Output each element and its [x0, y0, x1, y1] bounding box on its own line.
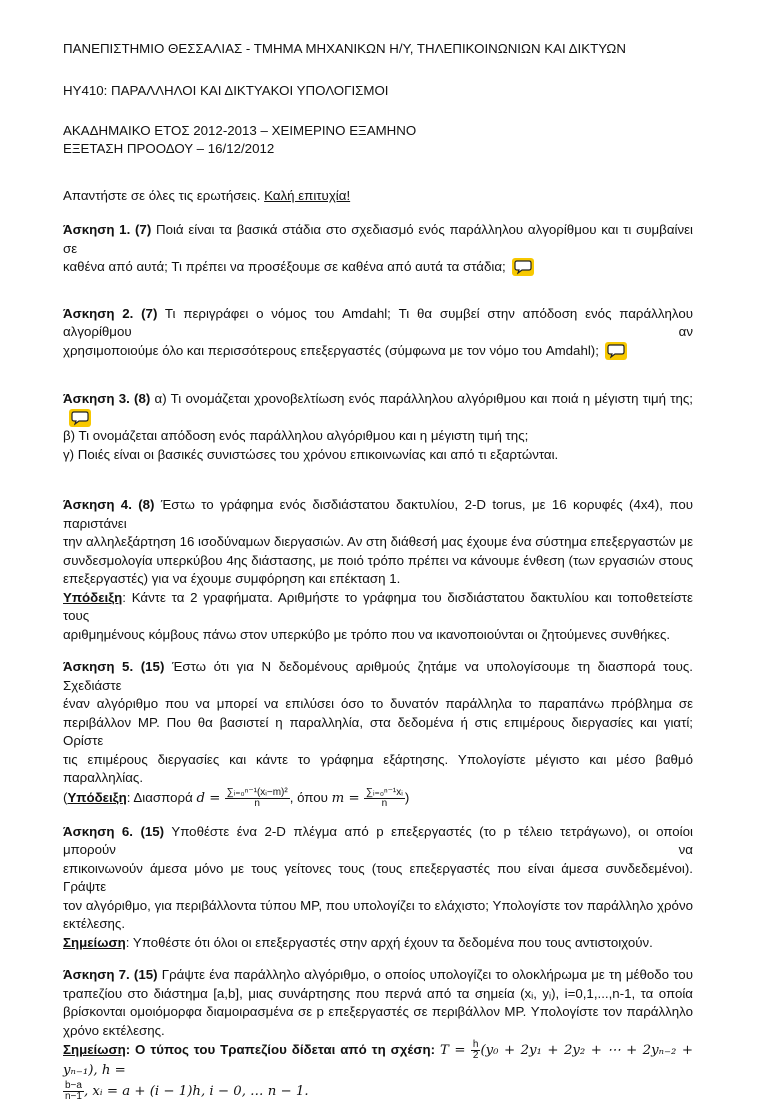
trapezoid-formula-denominator: 2 — [472, 1050, 479, 1061]
variance-formula-denominator: n — [254, 797, 260, 809]
comment-icon[interactable] — [69, 409, 91, 427]
comment-icon[interactable] — [512, 258, 534, 276]
trapezoid-formula-lhs: T = — [439, 1043, 471, 1059]
mean-formula-numerator: ∑ᵢ₌₀ⁿ⁻¹xᵢ — [365, 786, 403, 798]
comment-icon[interactable] — [605, 342, 627, 360]
exam-page — [63, 40, 693, 1102]
instructions — [63, 187, 693, 205]
exercise-2-line-1: Τι περιγράφει ο νόμος του Amdahl; Τι θα συμβεί στην απόδοση ενός παράλληλου αλγορίθμου αν — [63, 305, 693, 339]
exercise-4-line-4: επεξεργαστές) για να έχουμε συμφόρηση και επέκταση 1. — [63, 571, 401, 586]
trapezoid-formula-fraction — [471, 1040, 481, 1061]
exercise-6-line-3: τον αλγόριθμο, για περιβάλλοντα τύπου MP, που υπολογίζει το ελάχιστο; Υπολογίστε τον παράλληλο χρόνο — [63, 897, 693, 913]
exercise-7-label: Άσκηση 7. (15) — [63, 967, 158, 982]
exercise-4-line-3: συνδεσμολογία υπερκύβου 4ης διάστασης, με ποιό τρόπο πρέπει να κάνουμε ένθεση (των εργασιών στους — [63, 552, 693, 568]
exercise-6-note-label: Σημείωση — [63, 934, 126, 950]
exercise-4-label: Άσκηση 4. (8) — [63, 497, 155, 512]
exercise-5-hint-label: Υπόδειξη — [67, 789, 127, 805]
mean-formula-denominator: n — [381, 797, 388, 809]
exercise-1 — [63, 221, 693, 277]
mean-formula-fraction — [364, 788, 405, 809]
exercise-7-line-4: χρόνο εκτέλεσης. — [63, 1022, 165, 1038]
exercise-2-label: Άσκηση 2. (7) — [63, 305, 158, 321]
exercise-3-line-3: γ) Ποιές είναι οι βασικές συνιστώσες του χρόνου επικοινωνίας και από τι εξαρτώνται. — [63, 446, 559, 462]
variance-formula-lhs: d = — [196, 790, 225, 806]
exercise-4-hint-line-1: : Κάντε τα 2 γραφήματα. Αριθμήστε το γράφημα του δισδιάστατου δακτυλίου και τοποθετείστε τους — [63, 589, 693, 623]
step-formula-denominator: n−1 — [65, 1090, 82, 1102]
exercise-6 — [63, 823, 693, 953]
course-title: ΗΥ410: ΠΑΡΑΛΛΗΛΟΙ ΚΑΙ ΔΙΚΤΥΑΚΟΙ ΥΠΟΛΟΓΙΣΜΟΙ — [63, 83, 389, 98]
exercise-5-label: Άσκηση 5. (15) — [63, 659, 165, 674]
exercise-7-note-text: : Ο τύπος του Τραπεζίου δίδεται από τη σχέση: — [125, 1042, 440, 1058]
exercise-6-line-4: εκτέλεσης. — [63, 916, 126, 931]
trapezoid-formula-sum: (y₀ + 2y₁ + 2y₂ + ⋯ + 2yₙ₋₂ + yₙ₋₁), h = — [63, 1043, 693, 1078]
exercise-6-label: Άσκηση 6. (15) — [63, 823, 165, 839]
exercise-5-line-4: τις επιμέρους διεργασίες και κάντε το γράφημα εξάρτησης. Υπολογίστε μέγιστο και μέσο βαθμό παραλληλίας. — [63, 751, 693, 785]
exercise-6-note-text: : Υποθέστε ότι όλοι οι επεξεργαστές στην αρχή έχουν τα δεδομένα που τους αντιστοιχούν. — [125, 934, 653, 950]
exercise-3-label: Άσκηση 3. (8) — [63, 391, 151, 406]
trapezoid-formula-numerator: h — [472, 1039, 479, 1050]
exercise-5-hint-text: : Διασπορά — [126, 789, 197, 805]
exercise-3 — [63, 390, 693, 464]
exercise-7-note-label: Σημείωση — [63, 1042, 126, 1058]
university-heading: ΠΑΝΕΠΙΣΤΗΜΙΟ ΘΕΣΣΑΛΙΑΣ - ΤΜΗΜΑ ΜΗΧΑΝΙΚΩΝ Η/Υ, ΤΗΛΕΠΙΚΟΙΝΩΝΙΩΝ ΚΑΙ ΔΙΚΤΥΩΝ — [63, 41, 626, 56]
exercise-4-hint-label: Υπόδειξη — [63, 589, 123, 605]
instructions-text: Απαντήστε σε όλες τις ερωτήσεις. — [63, 188, 265, 203]
exercise-4-line-2: την αλληλεξάρτηση 16 ισοδύναμων διεργασιών. Αν στη διάθεσή μας έχουμε ένα σύστημα επεξεργαστών με — [63, 534, 693, 549]
variance-formula-fraction — [225, 788, 290, 809]
exercise-5-line-3: περιβάλλον MP. Που θα βασιστεί η παραλληλία, στα δεδομένα ή στις επιμέρους διεργασίες και γιατί; Ορίστε — [63, 714, 693, 748]
exercise-4-hint-line-2: αριθμημένους κόμβους πάνω στον υπερκύβο με τρόπο που να ικανοποιούνται οι ζητούμενες συνθήκες. — [63, 626, 671, 642]
exercise-7-line-2: τραπεζίου στο διάστημα [a,b], μιας συνάρτησης που περνά από τα σημεία (xᵢ, yᵢ), i=0,1,...,n-1, τα οποία — [63, 985, 693, 1001]
exercise-2 — [63, 305, 693, 361]
exercise-6-line-1: Υποθέστε ένα 2-D πλέγμα από p επεξεργαστές (το p τέλειο τετράγωνο), οι οποίοι μπορούν να — [63, 823, 693, 857]
exercise-7 — [63, 966, 693, 1102]
step-formula-fraction — [63, 1081, 84, 1102]
exercise-4-line-1: Έστω το γράφημα ενός δισδιάστατου δακτυλίου, 2-D torus, με 16 κορυφές (4x4), που παριστάνει — [63, 497, 693, 531]
exercise-1-line-1: Ποιά είναι τα βασικά στάδια στο σχεδιασμό ενός παράλληλου αλγορίθμου και τι συμβαίνει σε — [63, 222, 693, 256]
exercise-7-line-3: βρίσκονται ομοιόμορφα διαμοιρασμένα σε p επεξεργαστές σε περιβάλλον MP. Υπολογίστε τον παράλληλο — [63, 1004, 693, 1019]
exercise-2-line-2: χρησιμοποιούμε όλο και περισσότερους επεξεργαστές (σύμφωνα με τον νόμο του Amdahl); — [63, 342, 599, 358]
exercise-5 — [63, 658, 693, 809]
variance-formula-numerator: ∑ᵢ₌₀ⁿ⁻¹(xᵢ−m)² — [226, 786, 288, 798]
exercise-3-line-2: β) Τι ονομάζεται απόδοση ενός παράλληλου αλγόριθμου και η μέγιστη τιμή της; — [63, 428, 529, 443]
exercise-3-line-1: α) Τι ονομάζεται χρονοβελτίωση ενός παράλληλου αλγόριθμου και ποιά η μέγιστη τιμή της; — [150, 391, 693, 406]
node-formula: , xᵢ = a + (i − 1)h, i − 0, … n − 1. — [83, 1083, 309, 1099]
academic-year: ΑΚΑΔΗΜΑΙΚΟ ΕΤΟΣ 2012-2013 – ΧΕΙΜΕΡΙΝΟ ΕΞΑΜΗΝΟ — [63, 123, 417, 138]
exercise-5-hint-mid: , όπου — [289, 789, 332, 805]
exercise-5-line-1: Έστω ότι για Ν δεδομένους αριθμούς ζητάμε να υπολογίσουμε τη διασπορά τους. Σχεδιάστε — [63, 659, 693, 693]
exam-date: ΕΞΕΤΑΣΗ ΠΡΟΟΔΟΥ – 16/12/2012 — [63, 141, 275, 156]
exercise-1-label: Άσκηση 1. (7) — [63, 222, 152, 237]
exercise-1-line-2: καθένα από αυτά; Τι πρέπει να προσέξουμε σε καθένα από αυτά τα στάδια; — [63, 259, 506, 274]
exercise-4 — [63, 496, 693, 644]
step-formula-numerator: b−a — [65, 1079, 82, 1091]
good-luck-text: Καλή επιτυχία! — [264, 188, 351, 203]
exercise-5-line-2: έναν αλγόριθμο που να μπορεί να επιλύσει όσο το δυνατόν παράλληλα το παραπάνω πρόβλημα σε — [63, 696, 693, 711]
exercise-5-hint: (Υπόδειξη: Διασπορά d = $\frac{\text{∑ᵢ₌₀ⁿ⁻¹(xᵢ−m)²}}{n}$ , όπου m = $\frac{\text{∑ᵢ₌₀ⁿ⁻¹xᵢ}}{n}$ ) — [63, 786, 410, 809]
mean-formula-lhs: m = — [331, 790, 364, 806]
exercise-6-line-2: επικοινωνούν άμεσα μόνο με τους γείτονες τους (τους επεξεργαστές που είναι άμεσα συνδεδεμένοι). Γράψτε — [63, 860, 693, 894]
exercise-7-line-1: Γράψτε ένα παράλληλο αλγόριθμο, ο οποίος υπολογίζει το ολοκλήρωμα με τη μέθοδο του — [157, 967, 693, 982]
